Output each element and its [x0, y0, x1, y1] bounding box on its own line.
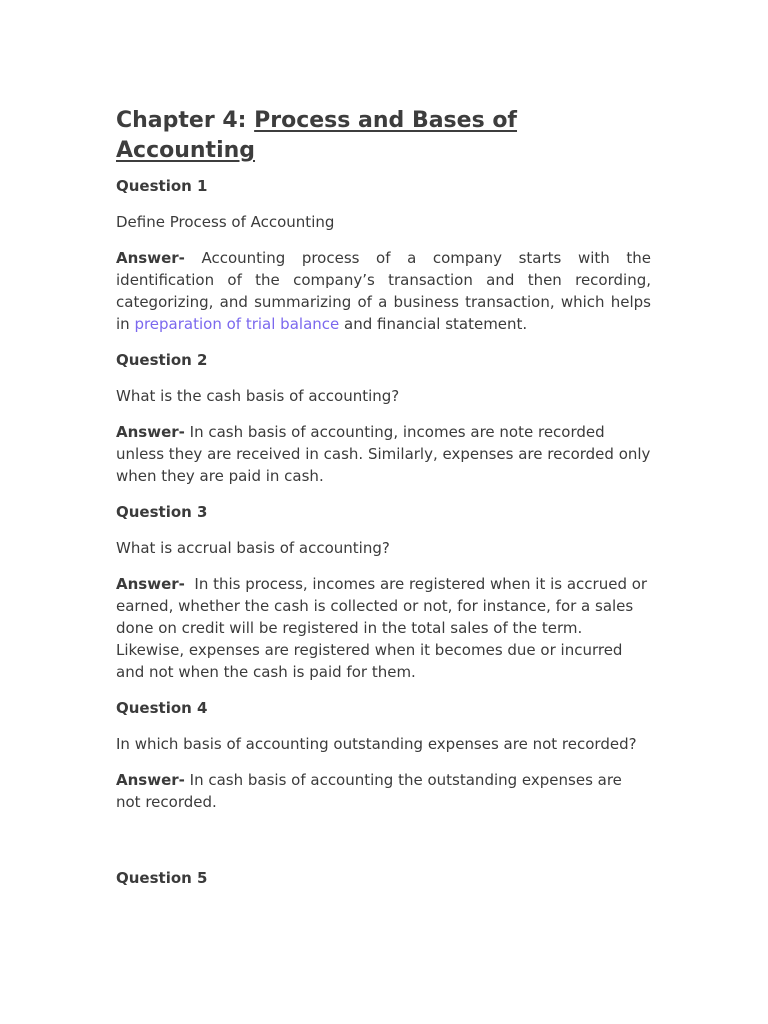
question-1-heading: Question 1: [116, 177, 208, 195]
chapter-prefix: Chapter 4:: [116, 108, 255, 133]
answer-label: Answer-: [116, 575, 185, 593]
question-2-heading: Question 2: [116, 351, 208, 369]
chapter-name: Process and Bases of Accounting: [116, 108, 518, 163]
question-4-heading: Question 4: [116, 699, 208, 717]
question-3-heading: Question 3: [116, 503, 208, 521]
question-5-heading: Question 5: [116, 869, 208, 887]
question-2-answer: [116, 421, 651, 487]
blank-space: [116, 827, 651, 867]
answer-label: Answer-: [116, 249, 185, 267]
trial-balance-link[interactable]: preparation of trial balance: [134, 315, 340, 333]
question-1-text: Define Process of Accounting: [116, 213, 335, 231]
answer-text: In this process, incomes are registered when it is accrued or earned, whether the cash is collected or not, for instance, for a sales done on credit will be registered in the total sales of the term. Likewise, expenses are registered when it becomes due or incurred and not when the cash is paid for them.: [116, 575, 652, 681]
document-page: [116, 106, 651, 903]
question-2-text: What is the cash basis of accounting?: [116, 387, 400, 405]
question-1-answer: [116, 247, 651, 335]
answer-text: In cash basis of accounting the outstanding expenses are not recorded.: [116, 771, 622, 811]
chapter-title: [116, 106, 651, 166]
answer-label: Answer-: [116, 423, 185, 441]
question-4-text: In which basis of accounting outstanding expenses are not recorded?: [116, 735, 637, 753]
question-4-answer: [116, 769, 651, 813]
question-3-answer: [116, 573, 651, 683]
answer-text-part-1: Accounting process of a company starts with the identification of the company’s transaction and then recording, categorizing, and summarizing of a business transaction, which helps in: [116, 249, 651, 333]
answer-text: In cash basis of accounting, incomes are note recorded unless they are received in cash. Similarly, expenses are recorded only when they are paid in cash.: [116, 423, 651, 485]
answer-text-part-2: and financial statement.: [339, 315, 528, 333]
question-3-text: What is accrual basis of accounting?: [116, 539, 390, 557]
answer-label: Answer-: [116, 771, 185, 789]
